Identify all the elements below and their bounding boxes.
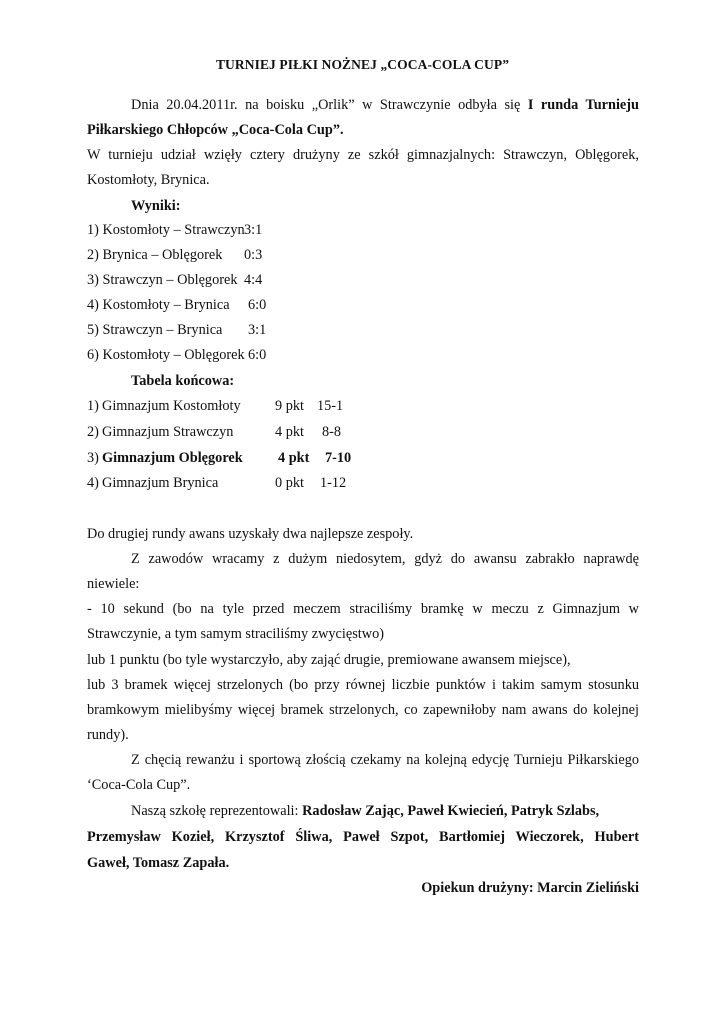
reason-3-line-2: bramkowym mielibyśmy więcej bramek strzelonych, co zapewniłoby nam awans do kolejnej [87, 702, 639, 718]
table-goals: 15-1 [317, 398, 344, 414]
table-team: Gimnazjum Brynica [102, 475, 219, 491]
results-heading: Wyniki: [131, 198, 181, 214]
match-score: 6:0 [248, 297, 267, 313]
match-teams: 1) Kostomłoty – Strawczyn [87, 222, 245, 238]
match-score: 4:4 [244, 272, 263, 288]
document-title: TURNIEJ PIŁKI NOŻNEJ „COCA-COLA CUP” [215, 57, 510, 72]
table-goals: 7-10 [325, 450, 352, 466]
reason-1-line-2: Strawczynie, a tym samym straciliśmy zwycięstwo) [87, 626, 384, 642]
table-team: Gimnazjum Oblęgorek [102, 450, 243, 466]
reason-1-line-1: - 10 sekund (bo na tyle przed meczem straciliśmy bramkę w meczu z Gimnazjum w [87, 601, 639, 617]
table-num: 4) [87, 475, 99, 491]
table-points: 4 pkt [275, 424, 304, 440]
regret-line-2: niewiele: [87, 576, 140, 592]
table-num: 1) [87, 398, 99, 414]
match-teams: 2) Brynica – Oblęgorek [87, 247, 223, 263]
revenge-line-1: Z chęcią rewanżu i sportową złością czekamy na kolejną edycję Turnieju Piłkarskiego [131, 752, 639, 768]
match-teams: 3) Strawczyn – Oblęgorek [87, 272, 238, 288]
match-teams: 4) Kostomłoty – Brynica [87, 297, 230, 313]
advance-text: Do drugiej rundy awans uzyskały dwa najlepsze zespoły. [87, 526, 414, 542]
table-team: Gimnazjum Kostomłoty [102, 398, 241, 414]
match-teams: 6) Kostomłoty – Oblęgorek [87, 347, 245, 363]
match-score: 6:0 [248, 347, 267, 363]
table-goals: 1-12 [320, 475, 347, 491]
match-teams: 5) Strawczyn – Brynica [87, 322, 223, 338]
intro-line-2: Piłkarskiego Chłopców „Coca-Cola Cup”. [87, 122, 344, 138]
signature: Opiekun drużyny: Marcin Zieliński [421, 880, 639, 896]
table-num: 3) [87, 450, 99, 466]
intro-line-3: W turnieju udział wzięły cztery drużyny ze szkół gimnazjalnych: Strawczyn, Oblęgorek, [87, 147, 639, 163]
intro-line-1: Dnia 20.04.2011r. na boisku „Orlik” w Strawczynie odbyła się I runda Turnieju [131, 97, 639, 113]
match-score: 0:3 [244, 247, 263, 263]
team-line-3: Gaweł, Tomasz Zapała. [87, 855, 230, 871]
table-points: 9 pkt [275, 398, 304, 414]
reason-2: lub 1 punktu (bo tyle wystarczyło, aby zająć drugie, premiowane awansem miejsce), [87, 652, 571, 668]
match-score: 3:1 [248, 322, 267, 338]
team-line-2: Przemysław Kozieł, Krzysztof Śliwa, Paweł Szpot, Bartłomiej Wieczorek, Hubert [87, 829, 639, 845]
table-points: 4 pkt [278, 450, 310, 466]
reason-3-line-3: rundy). [87, 727, 129, 743]
revenge-line-2: ‘Coca-Cola Cup”. [87, 777, 191, 793]
table-goals: 8-8 [322, 424, 342, 440]
team-line-1: Naszą szkołę reprezentowali: Radosław Zając, Paweł Kwiecień, Patryk Szlabs, [131, 803, 600, 819]
match-score: 3:1 [244, 222, 263, 238]
reason-3-line-1: lub 3 bramek więcej strzelonych (bo przy równej liczbie punktów i takim samym stosunku [87, 677, 639, 693]
table-team: Gimnazjum Strawczyn [102, 424, 234, 440]
intro-line-4: Kostomłoty, Brynica. [87, 172, 210, 188]
table-points: 0 pkt [275, 475, 304, 491]
table-num: 2) [87, 424, 99, 440]
regret-line-1: Z zawodów wracamy z dużym niedosytem, gdyż do awansu zabrakło naprawdę [131, 551, 639, 567]
table-heading: Tabela końcowa: [131, 373, 235, 389]
